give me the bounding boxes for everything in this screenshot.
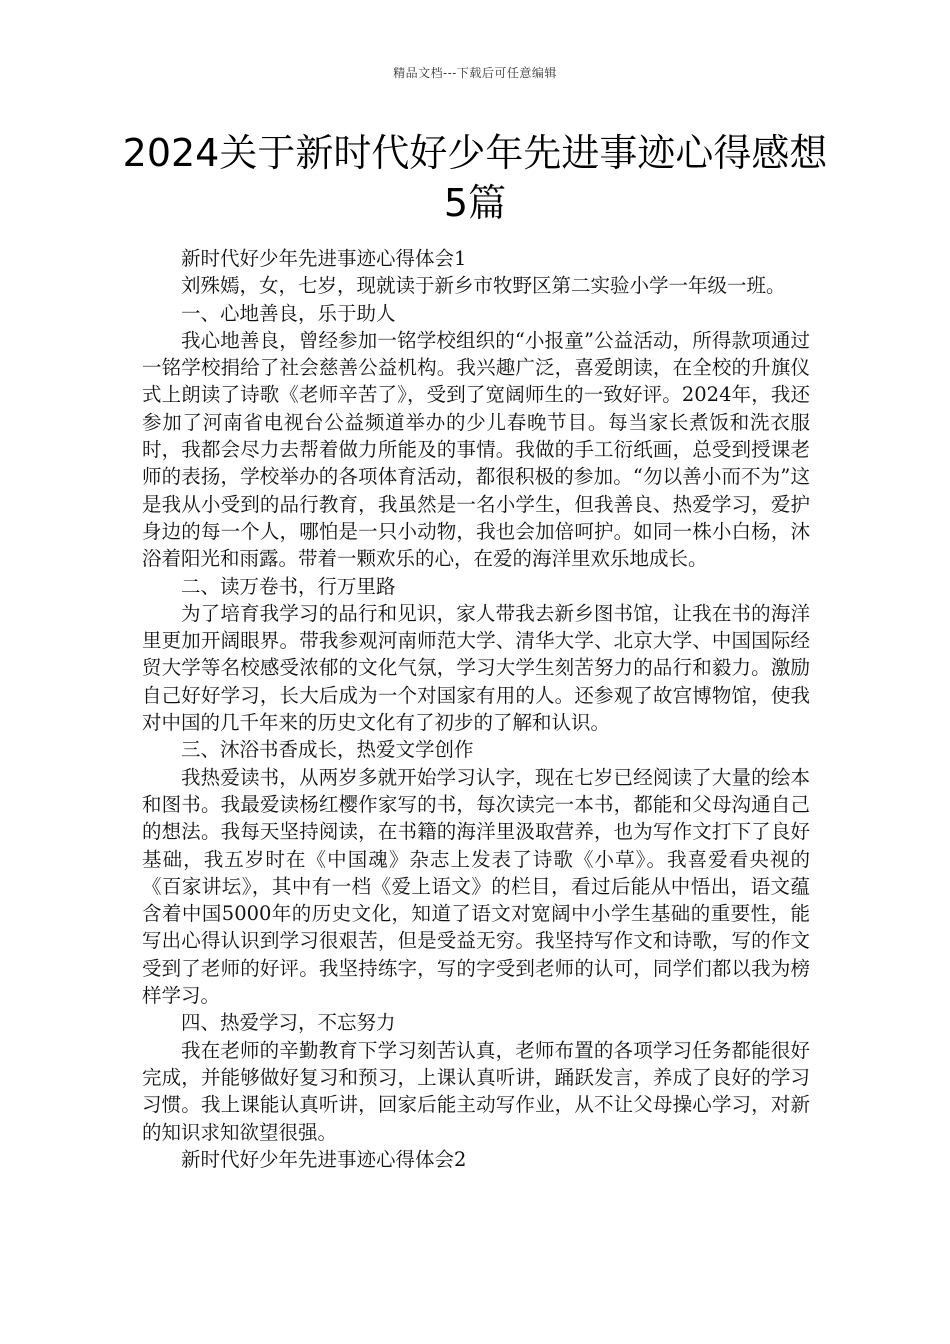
paragraph: 为了培育我学习的品行和见识，家人带我去新乡图书馆，让我在书的海洋里更加开阔眼界。带我参观河南师范大学、清华大学、北京大学、中国国际经贸大学等名校感受浓郁的文化气氛，学习大学生刻苦努力的品行和毅力。激励自己好好学习，长大后成为一个对国家有用的人。还参观了故宫博物馆，使我对中国的几千年来的历史文化有了初步的了解和认识。 bbox=[142, 601, 810, 735]
document-title: 2024关于新时代好少年先进事迹心得感想5篇 bbox=[122, 131, 828, 225]
paragraph: 我热爱读书，从两岁多就开始学习认字，现在七岁已经阅读了大量的绘本和图书。我最爱读杨红樱作家写的书，每次读完一本书，都能和父母沟通自己的想法。我每天坚持阅读，在书籍的海洋里汲取营养，也为写作文打下了良好基础，我五岁时在《中国魂》杂志上发表了诗歌《小草》。我喜爱看央视的《百家讲坛》，其中有一档《爱上语文》的栏目，看过后能从中悟出，语文蕴含着中国5000年的历史文化，知道了语文对宽阔中小学生基础的重要性，能写出心得认识到学习很艰苦，但是受益无穷。我坚持写作文和诗歌，写的作文受到了老师的好评。我坚持练字，写的字受到老师的认可，同学们都以我为榜样学习。 bbox=[142, 765, 810, 1008]
header-note: 精品文档---下载后可任意编辑 bbox=[393, 66, 557, 80]
paragraph: 刘殊嫣，女，七岁，现就读于新乡市牧野区第二实验小学一年级一班。 bbox=[181, 274, 786, 298]
subsection-heading: 三、沐浴书香成长，热爱文学创作 bbox=[181, 738, 474, 762]
subsection-heading: 一、心地善良，乐于助人 bbox=[181, 301, 396, 325]
section-heading: 新时代好少年先进事迹心得体会2 bbox=[181, 1147, 467, 1171]
paragraph: 我心地善良，曾经参加一铭学校组织的“小报童”公益活动，所得款项通过一铭学校捐给了社会慈善公益机构。我兴趣广泛，喜爱朗读，在全校的升旗仪式上朗读了诗歌《老师辛苦了》，受到了宽阔师生的一致好评。2024年，我还参加了河南省电视台公益频道举办的少儿春晚节目。每当家长煮饭和洗衣服时，我都会尽力去帮着做力所能及的事情。我做的手工衍纸画，总受到授课老师的表扬，学校举办的各项体育活动，都很积极的参加。“勿以善小而不为”这是我从小受到的品行教育，我虽然是一名小学生，但我善良、热爱学习，爱护身边的每一个人，哪怕是一只小动物，我也会加倍呵护。如同一株小白杨，沐浴着阳光和雨露。带着一颗欢乐的心，在爱的海洋里欢乐地成长。 bbox=[142, 328, 810, 571]
subsection-heading: 二、读万卷书，行万里路 bbox=[181, 574, 396, 598]
paragraph: 我在老师的辛勤教育下学习刻苦认真，老师布置的各项学习任务都能很好完成，并能够做好复习和预习，上课认真听讲，踊跃发言，养成了良好的学习习惯。我上课能认真听讲，回家后能主动写作业，从不让父母操心学习，对新的知识求知欲望很强。 bbox=[142, 1038, 810, 1144]
subsection-heading: 四、热爱学习，不忘努力 bbox=[181, 1011, 396, 1035]
section-heading: 新时代好少年先进事迹心得体会1 bbox=[181, 247, 467, 270]
document-body bbox=[142, 245, 810, 1173]
